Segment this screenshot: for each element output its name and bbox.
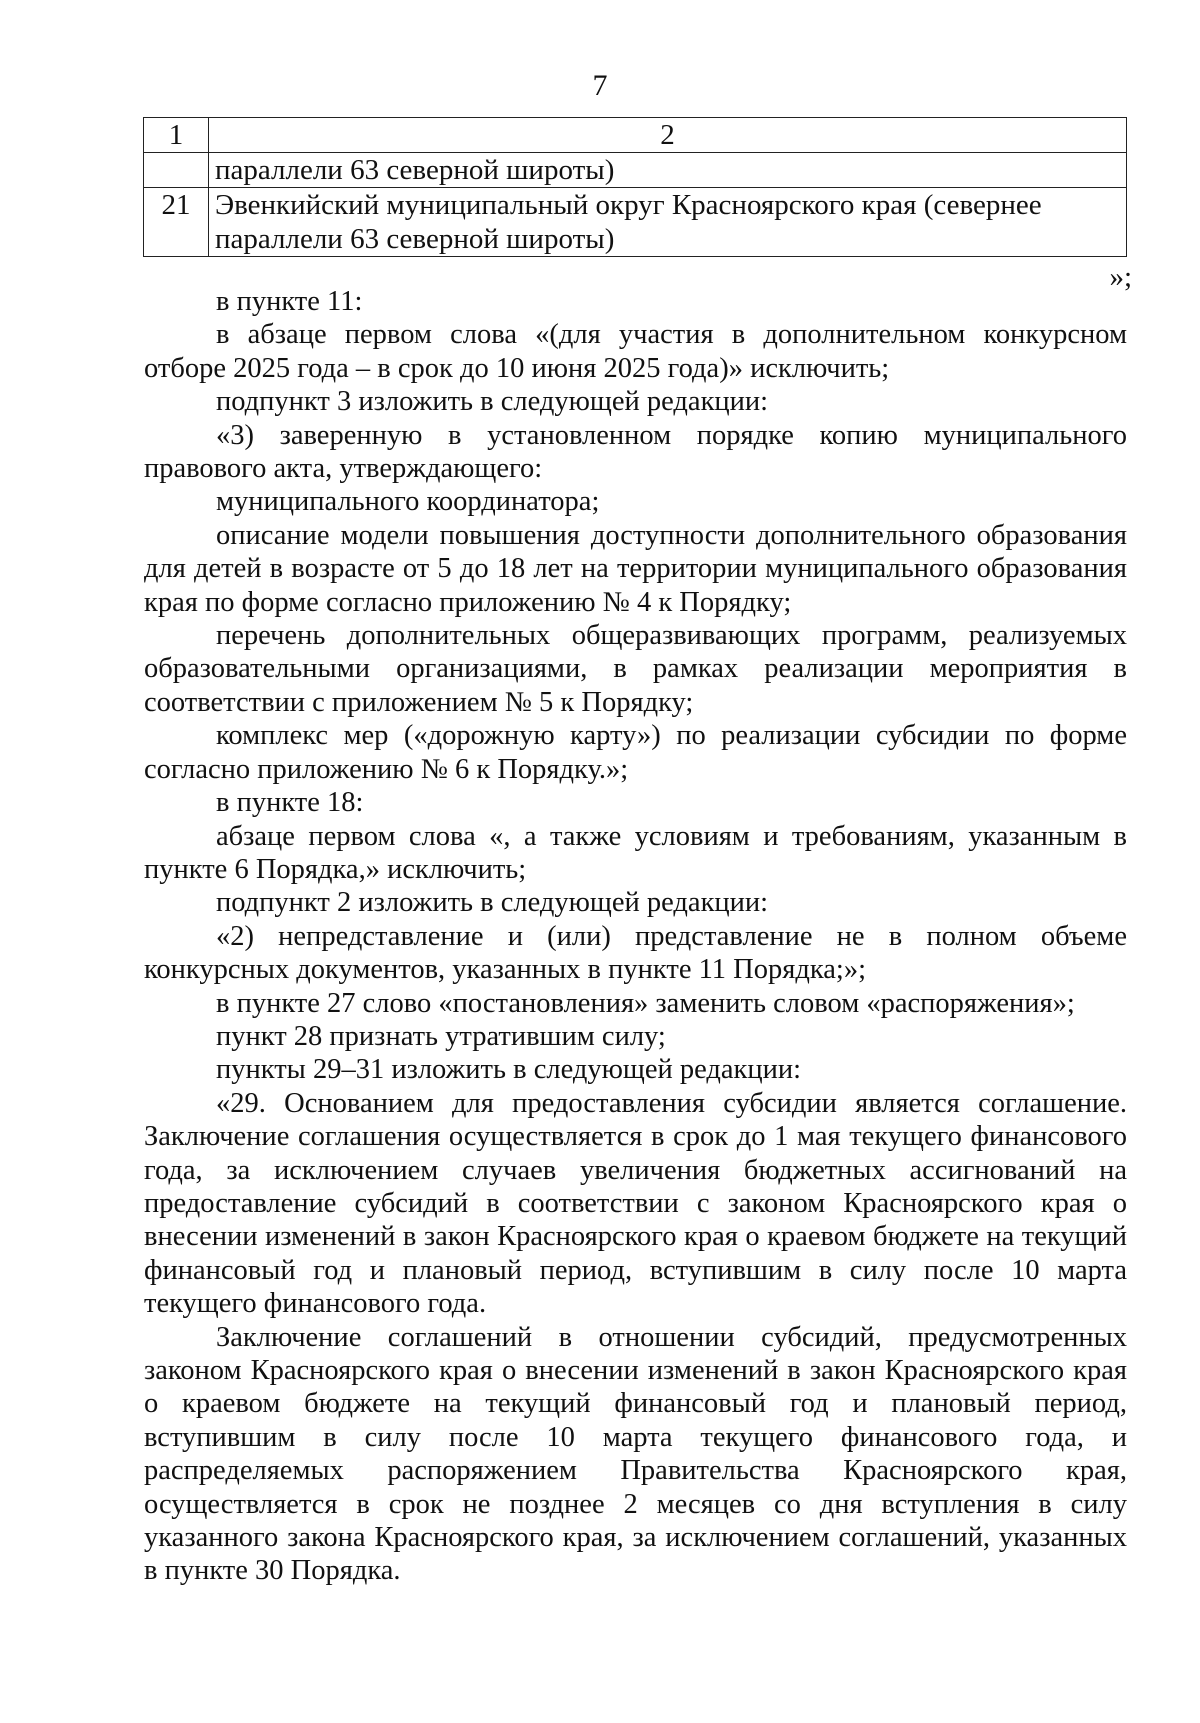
paragraph: в пункте 18: [216, 787, 364, 819]
paragraph: в пункте 11: [216, 286, 363, 317]
paragraph: описание модели повышения доступности дополнительного образования для детей в возрасте от 5 до 18 лет на территории муниципального образования края по форме согласно приложению № 4 к Порядку; [144, 519, 1127, 618]
paragraph: муниципального координатора; [216, 486, 600, 518]
table-header-col-1: 1 [144, 118, 209, 153]
table-row [144, 153, 1127, 188]
table-cell-text: параллели 63 северной широты) [209, 153, 1127, 188]
table-header-col-2: 2 [209, 118, 1127, 153]
paragraph: «2) непредставление и (или) представление не в полном объеме конкурсных документов, указанных в пункте 11 Порядка;»; [144, 920, 1127, 986]
paragraph: перечень дополнительных общеразвивающих программ, реализуемых образовательными организациями, в рамках реализации мероприятия в соответствии с приложением № 5 к Порядку; [144, 620, 1127, 718]
table-header-row [144, 118, 1127, 153]
paragraph: абзаце первом слова «, а также условиям и требованиям, указанным в пункте 6 Порядка,» исключить; [144, 820, 1127, 885]
paragraph: в пункте 27 слово «постановления» заменить словом «распоряжения»; [216, 987, 1075, 1019]
paragraph: пункт 28 признать утратившим силу; [216, 1020, 666, 1052]
regions-table [143, 117, 1127, 257]
table-row [144, 188, 1127, 257]
paragraph: пункты 29–31 изложить в следующей редакции: [216, 1054, 802, 1086]
paragraph: в абзаце первом слова «(для участия в дополнительном конкурсном отборе 2025 года – в срок до 10 июня 2025 года)» исключить; [144, 319, 1127, 384]
paragraph: «29. Основанием для предоставления субсидии является соглашение. Заключение соглашения осуществляется в срок до 1 мая текущего финансового года, за исключением случаев увеличения бюджетных ассигнований на предоставление субсидий в соответствии с законом Красноярского края о внесении изменений в закон Красноярского края о краевом бюджете на текущий финансовый год и плановый период, вступившим в силу после 10 марта текущего финансового года. [144, 1087, 1127, 1320]
table-cell-text: Эвенкийский муниципальный округ Красноярского края (севернее параллели 63 северной широты) [209, 188, 1127, 257]
page-number: 7 [592, 69, 608, 102]
closing-quote: »; [1109, 261, 1132, 293]
table-cell-number: 21 [144, 188, 209, 257]
paragraph: подпункт 2 изложить в следующей редакции: [216, 887, 769, 919]
paragraph: Заключение соглашений в отношении субсидий, предусмотренных законом Красноярского края о внесении изменений в закон Красноярского края о краевом бюджете на текущий финансовый год и плановый период, вступившим в силу после 10 марта текущего финансового года, и распределяемых распоряжением Правительства Красноярского края, осуществляется в срок не позднее 2 месяцев со дня вступления в силу указанного закона Красноярского края, за исключением соглашений, указанных в пункте 30 Порядка. [144, 1321, 1127, 1587]
document-body [144, 285, 1127, 1588]
table-cell-number [144, 153, 209, 188]
paragraph: «3) заверенную в установленном порядке копию муниципального правового акта, утверждающего: [144, 419, 1127, 485]
paragraph: подпункт 3 изложить в следующей редакции: [216, 386, 769, 418]
paragraph: комплекс мер («дорожную карту») по реализации субсидии по форме согласно приложению № 6 к Порядку.»; [144, 720, 1127, 785]
